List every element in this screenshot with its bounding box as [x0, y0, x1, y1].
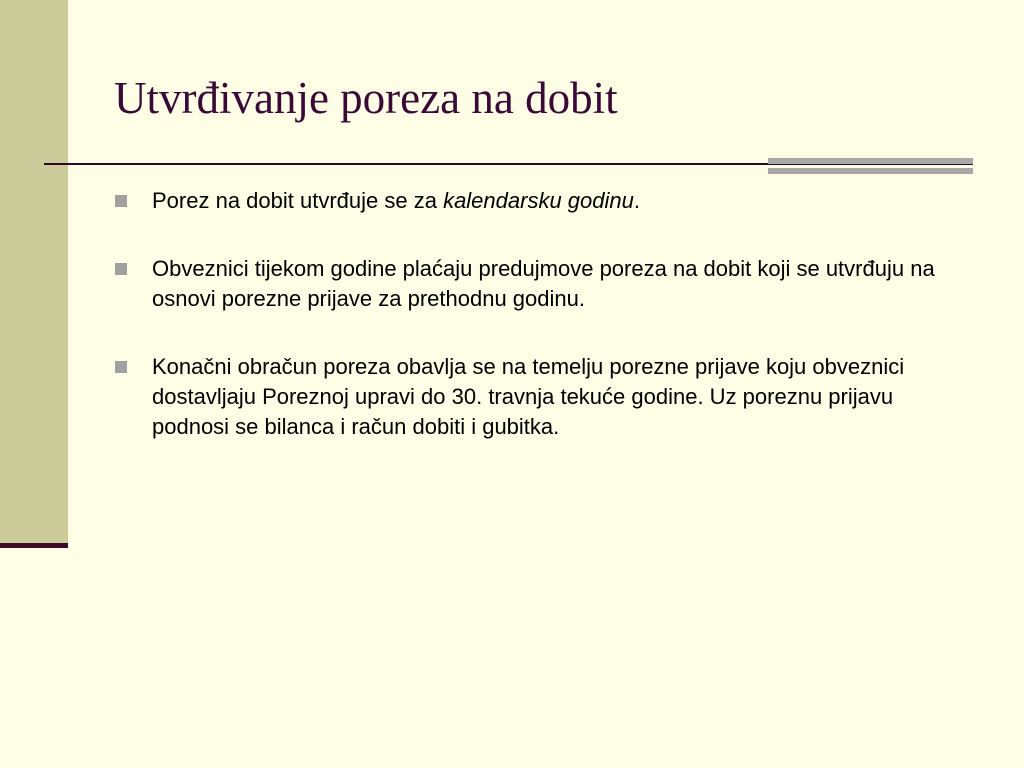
bullet-2-text: Obveznici tijekom godine plaćaju predujmove poreza na dobit koji se utvrđuju na osnovi porezne prijave za prethodnu godinu.: [152, 256, 935, 311]
square-bullet-icon: [115, 263, 127, 275]
bullet-3-text: Konačni obračun poreza obavlja se na temelju porezne prijave koju obveznici dostavljaju Poreznoj upravi do 30. travnja tekuće godine. Uz poreznu prijavu podnosi se bilanca i račun dobiti i gubitka.: [152, 354, 905, 439]
bullet-1-text-before: Porez na dobit utvrđuje se za: [152, 188, 444, 213]
square-bullet-icon: [115, 361, 127, 373]
bullet-1-text-after: .: [633, 188, 640, 213]
side-band-rule: [0, 543, 68, 548]
slide-title: Utvrđivanje poreza na dobit: [114, 73, 618, 123]
bullet-item-3: [114, 352, 964, 442]
bullet-list: [114, 186, 964, 480]
bullet-1-text: [152, 188, 640, 213]
bullet-item-1: [114, 186, 964, 216]
decorative-bar-top: [768, 158, 973, 164]
bullet-1-text-italic: kalendarsku godinu: [443, 188, 634, 213]
decorative-bar-bottom: [768, 168, 973, 174]
bullet-item-2: [114, 254, 964, 314]
square-bullet-icon: [115, 195, 127, 207]
decorative-bars: [768, 158, 973, 179]
side-band-decoration: [0, 0, 68, 548]
